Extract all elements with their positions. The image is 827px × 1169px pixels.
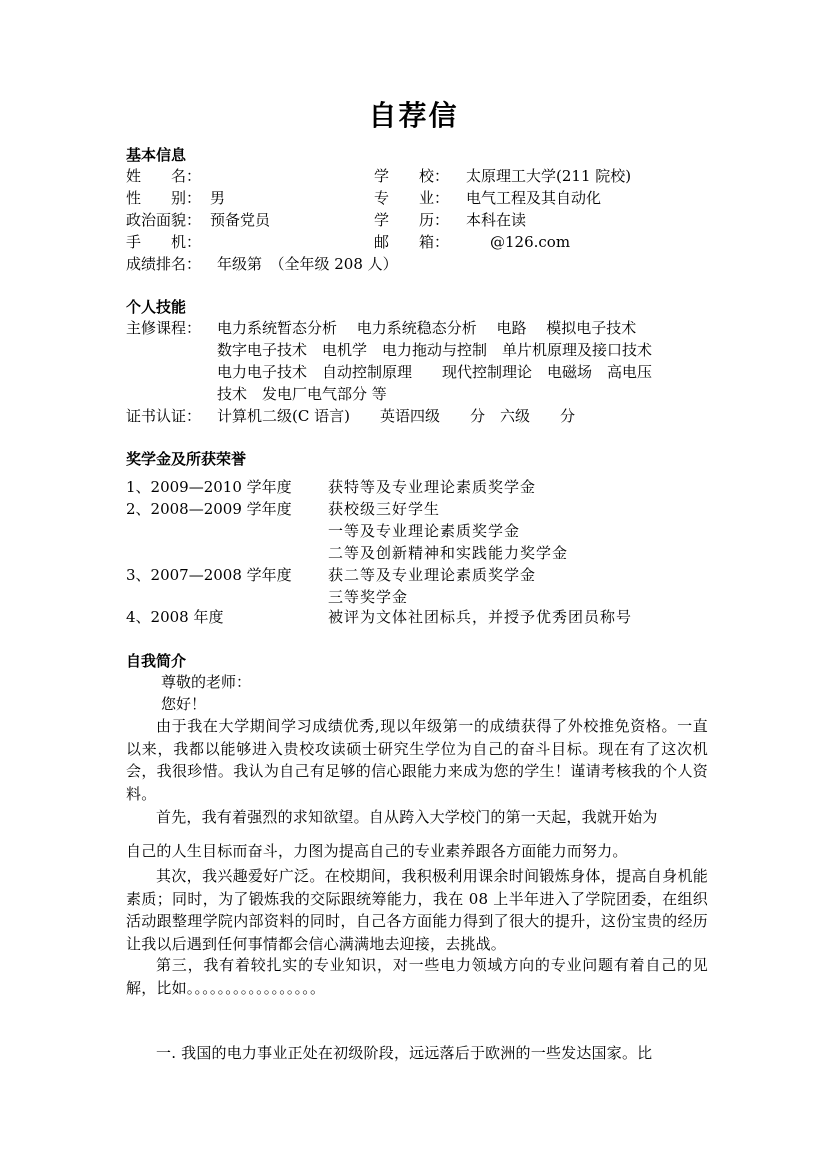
award-line: 一等及专业理论素质奖学金 [328, 522, 521, 540]
rank-value: 年级第 （全年级 208 人） [217, 255, 398, 273]
education-value: 本科在读 [466, 211, 527, 229]
rank-label: 成绩排名： [126, 255, 202, 273]
certificates-value: 计算机二级(C 语言) 英语四级 分 六级 分 [217, 407, 575, 425]
award-year: 2、2008—2009 学年度 [126, 500, 292, 518]
award-line: 被评为文体社团标兵，并授予优秀团员称号 [328, 608, 633, 626]
section-heading-basic: 基本信息 [126, 146, 187, 164]
name-label: 姓 名： [126, 167, 202, 185]
section-heading-intro: 自我简介 [126, 652, 187, 670]
courses-line: 电力系统暂态分析 电力系统稳态分析 电路 模拟电子技术 [217, 319, 637, 337]
email-value: @126.com [490, 233, 571, 251]
section-heading-skills: 个人技能 [126, 298, 187, 316]
courses-line: 电力电子技术 自动控制原理 现代控制理论 电磁场 高电压 [217, 363, 653, 381]
greeting: 您好！ [161, 695, 207, 713]
certificates-label: 证书认证： [126, 407, 202, 425]
intro-paragraph: 由于我在大学期间学习成绩优秀,现以年级第一的成绩获得了外校推免资格。一直以来，我都以能够进入贵校攻读硕士研究生学位为自己的奋斗目标。现在有了这次机会，我很珍惜。我认为自己有足够的信心跟能力来成为您的学生！谨请考核我的个人资料。 [126, 717, 708, 803]
page-title: 自荐信 [368, 99, 459, 132]
major-label: 专 业： [374, 189, 450, 207]
intro-paragraph: 自己的人生目标而奋斗，力图为提高自己的专业素养跟各方面能力而努力。 [126, 842, 628, 860]
politics-label: 政治面貌： [126, 211, 202, 229]
email-label: 邮 箱： [374, 233, 450, 251]
intro-paragraph: 首先，我有着强烈的求知欲望。自从跨入大学校门的第一天起，我就开始为 [156, 808, 658, 826]
phone-label: 手 机： [126, 233, 202, 251]
intro-paragraph: 其次，我兴趣爱好广泛。在校期间，我积极利用课余时间锻炼身体，提高自身机能素质；同时，为了锻炼我的交际跟统筹能力，我在 08 上半年进入了学院团委，在组织活动跟整理学院内部资料的同时，自己各方面能力得到了很大的提升，这份宝贵的经历让我以后遇到任何事情都会信心满满地去迎接，去挑战。 [126, 867, 708, 953]
courses-line: 数字电子技术 电机学 电力拖动与控制 单片机原理及接口技术 [217, 341, 653, 359]
gender-value: 男 [210, 189, 226, 207]
award-line: 获二等及专业理论素质奖学金 [328, 566, 537, 584]
politics-value: 预备党员 [210, 211, 271, 229]
award-year: 4、2008 年度 [126, 608, 224, 626]
award-line: 获特等及专业理论素质奖学金 [328, 478, 537, 496]
award-line: 二等及创新精神和实践能力奖学金 [328, 544, 569, 562]
salutation: 尊敬的老师： [161, 673, 252, 691]
award-year: 3、2007—2008 学年度 [126, 566, 292, 584]
award-year: 1、2009—2010 学年度 [126, 478, 292, 496]
section-heading-awards: 奖学金及所获荣誉 [126, 450, 247, 468]
award-line: 获校级三好学生 [328, 500, 441, 518]
major-value: 电气工程及其自动化 [466, 189, 602, 207]
education-label: 学 历： [374, 211, 450, 229]
courses-line: 技术 发电厂电气部分 等 [217, 385, 387, 403]
school-label: 学 校： [374, 167, 450, 185]
school-value: 太原理工大学(211 院校) [466, 167, 632, 185]
intro-paragraph: 第三，我有着较扎实的专业知识，对一些电力领域方向的专业问题有着自己的见解，比如。。。。。。。。。。。。。。。。。 [126, 956, 708, 997]
courses-label: 主修课程： [126, 319, 202, 337]
gender-label: 性 别： [126, 189, 202, 207]
intro-paragraph: 一. 我国的电力事业正处在初级阶段，远远落后于欧洲的一些发达国家。比 [156, 1044, 653, 1062]
award-line: 三等奖学金 [328, 588, 409, 606]
